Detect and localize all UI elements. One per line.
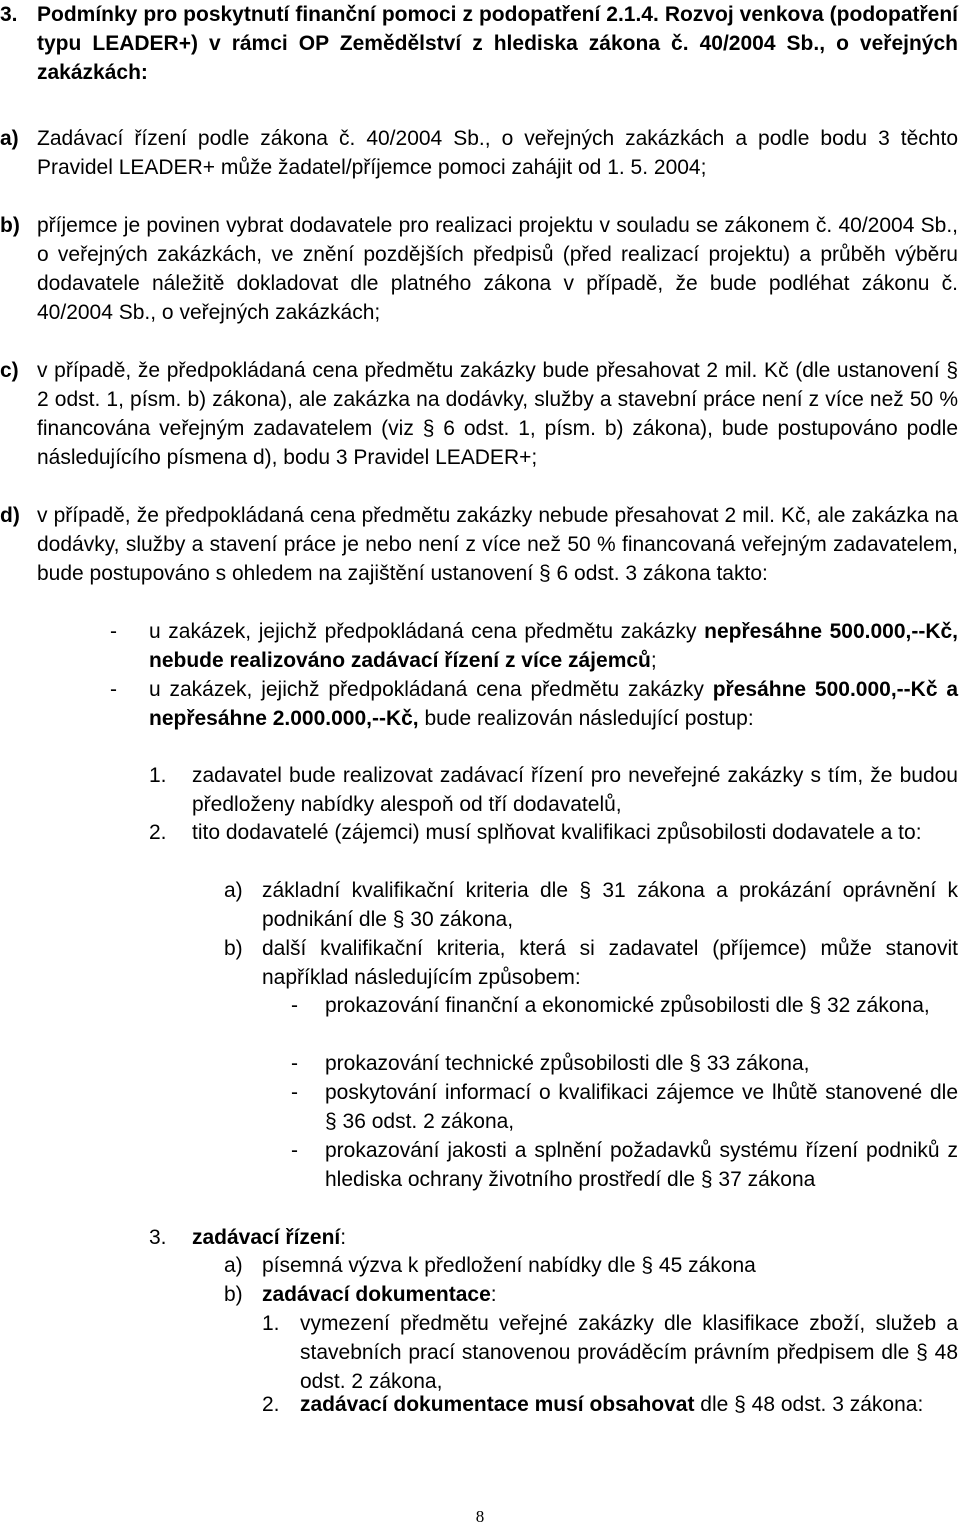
criteria-item-3	[291, 1078, 958, 1136]
item-c	[0, 356, 958, 472]
step-2-text: tito dodavatelé (zájemci) musí splňovat kvalifikaci způsobilosti dodavatele a to:	[192, 821, 922, 844]
dash-item-1-end: ;	[650, 649, 657, 672]
item-d	[0, 501, 958, 588]
step-2	[149, 818, 958, 847]
dash-item-1	[110, 617, 958, 675]
step-1-text: zadavatel bude realizovat zadávací řízení pro neveřejné zakázky s tím, že budou předloženy nabídky alespoň od tří dodavatelů,	[192, 764, 958, 816]
step-3a	[224, 1251, 958, 1280]
step-3a-label: a)	[224, 1254, 243, 1277]
step-3b	[224, 1280, 958, 1309]
step-3-text: :	[340, 1226, 347, 1249]
page-number: 8	[475, 1507, 485, 1526]
step-3b-1-label: 1.	[262, 1312, 280, 1335]
dash-item-2-marker: -	[110, 678, 117, 701]
step-2a-label: a)	[224, 879, 243, 902]
step-3b-2-bold: zadávací dokumentace musí obsahovat	[300, 1393, 695, 1416]
step-3a-text: písemná výzva k předložení nabídky dle § 45 zákona	[262, 1254, 756, 1277]
step-2-label: 2.	[149, 821, 167, 844]
step-3	[149, 1223, 958, 1252]
step-2b-text: další kvalifikační kriteria, která si zadavatel (příjemce) může stanovit například následujícím způsobem:	[262, 937, 958, 989]
step-2a	[224, 876, 958, 934]
section-heading	[0, 0, 958, 87]
step-3-bold: zadávací řízení	[192, 1226, 341, 1249]
step-3b-1-text: vymezení předmětu veřejné zakázky dle klasifikace zboží, služeb a stavebních prací stanovenou prováděcím právním předpisem dle § 48 odst. 2 zákona,	[300, 1312, 958, 1393]
item-a	[0, 124, 958, 182]
item-d-label: d)	[0, 504, 20, 527]
item-c-label: c)	[0, 359, 19, 382]
item-d-text: v případě, že předpokládaná cena předmětu zakázky nebude přesahovat 2 mil. Kč, ale zakázka na dodávky, služby a stavení práce je nebo není z více než 50 % financovaná veřejným zadavatelem, bude postupováno s ohledem na zajištění ustanovení § 6 odst. 3 zákona takto:	[37, 504, 958, 585]
step-1	[149, 761, 958, 819]
step-1-label: 1.	[149, 764, 167, 787]
criteria-item-4	[291, 1136, 958, 1194]
item-c-text: v případě, že předpokládaná cena předmětu zakázky bude přesahovat 2 mil. Kč (dle ustanovení § 2 odst. 1, písm. b) zákona), ale zakázka na dodávky, služby a stavební práce není z více než 50 % financována veřejným zadavatelem (viz § 6 odst. 1, písm. b) zákona), bude postupováno podle následujícího písmena d), bodu 3 Pravidel LEADER+;	[37, 359, 958, 469]
step-3b-text: :	[490, 1283, 497, 1306]
dash-item-1-text: u zakázek, jejichž předpokládaná cena předmětu zakázky	[149, 620, 705, 643]
criteria-item-3-marker: -	[291, 1081, 298, 1104]
criteria-item-1-text: prokazování finanční a ekonomické způsobilosti dle § 32 zákona,	[325, 994, 930, 1017]
section-title: Podmínky pro poskytnutí finanční pomoci z podopatření 2.1.4. Rozvoj venkova (podopatření typu LEADER+) v rámci OP Zemědělství z hlediska zákona č. 40/2004 Sb., o veřejných zakázkách:	[37, 3, 958, 84]
step-3b-2	[262, 1390, 958, 1419]
step-2b-label: b)	[224, 937, 243, 960]
criteria-item-1-marker: -	[291, 994, 298, 1017]
criteria-item-4-marker: -	[291, 1139, 298, 1162]
step-2a-text: základní kvalifikační kriteria dle § 31 zákona a prokázání oprávnění k podnikání dle § 30 zákona,	[262, 879, 958, 931]
dash-item-1-bold: nepřesáhne 500.000,--Kč, nebude realizováno zadávací řízení z více zájemců	[149, 620, 959, 672]
step-3b-2-text: dle § 48 odst. 3 zákona:	[694, 1393, 924, 1416]
step-3b-bold: zadávací dokumentace	[262, 1283, 491, 1306]
item-a-label: a)	[0, 127, 19, 150]
criteria-item-2	[291, 1049, 958, 1078]
dash-item-2-end: bude realizován následující postup:	[418, 707, 754, 730]
item-b-text: příjemce je povinen vybrat dodavatele pro realizaci projektu v souladu se zákonem č. 40/2004 Sb., o veřejných zakázkách, ve znění pozdějších předpisů (před realizací projektu) a průběh výběru dodavatele náležitě dokladovat dle platného zákona v případě, že bude podléhat zákonu č. 40/2004 Sb., o veřejných zakázkách;	[37, 214, 958, 324]
criteria-item-1	[291, 991, 958, 1020]
step-3b-2-label: 2.	[262, 1393, 280, 1416]
criteria-item-2-marker: -	[291, 1052, 298, 1075]
item-b-label: b)	[0, 214, 20, 237]
item-a-text: Zadávací řízení podle zákona č. 40/2004 Sb., o veřejných zakázkách a podle bodu 3 těchto Pravidel LEADER+ může žadatel/příjemce pomoci zahájit od 1. 5. 2004;	[37, 127, 958, 179]
step-3b-1	[262, 1309, 958, 1396]
dash-item-2	[110, 675, 958, 733]
dash-item-2-bold: přesáhne 500.000,--Kč a nepřesáhne 2.000.000,--Kč,	[149, 678, 959, 730]
criteria-item-4-text: prokazování jakosti a splnění požadavků systému řízení podniků z hlediska ochrany životního prostředí dle § 37 zákona	[325, 1139, 958, 1191]
item-b	[0, 211, 958, 327]
step-3b-label: b)	[224, 1283, 243, 1306]
step-3-label: 3.	[149, 1226, 167, 1249]
section-number: 3.	[0, 3, 18, 26]
criteria-item-3-text: poskytování informací o kvalifikaci zájemce ve lhůtě stanovené dle § 36 odst. 2 zákona,	[325, 1081, 958, 1133]
dash-item-2-text: u zakázek, jejichž předpokládaná cena předmětu zakázky	[149, 678, 713, 701]
step-2b	[224, 934, 958, 992]
dash-item-1-marker: -	[110, 620, 117, 643]
criteria-item-2-text: prokazování technické způsobilosti dle § 33 zákona,	[325, 1052, 810, 1075]
